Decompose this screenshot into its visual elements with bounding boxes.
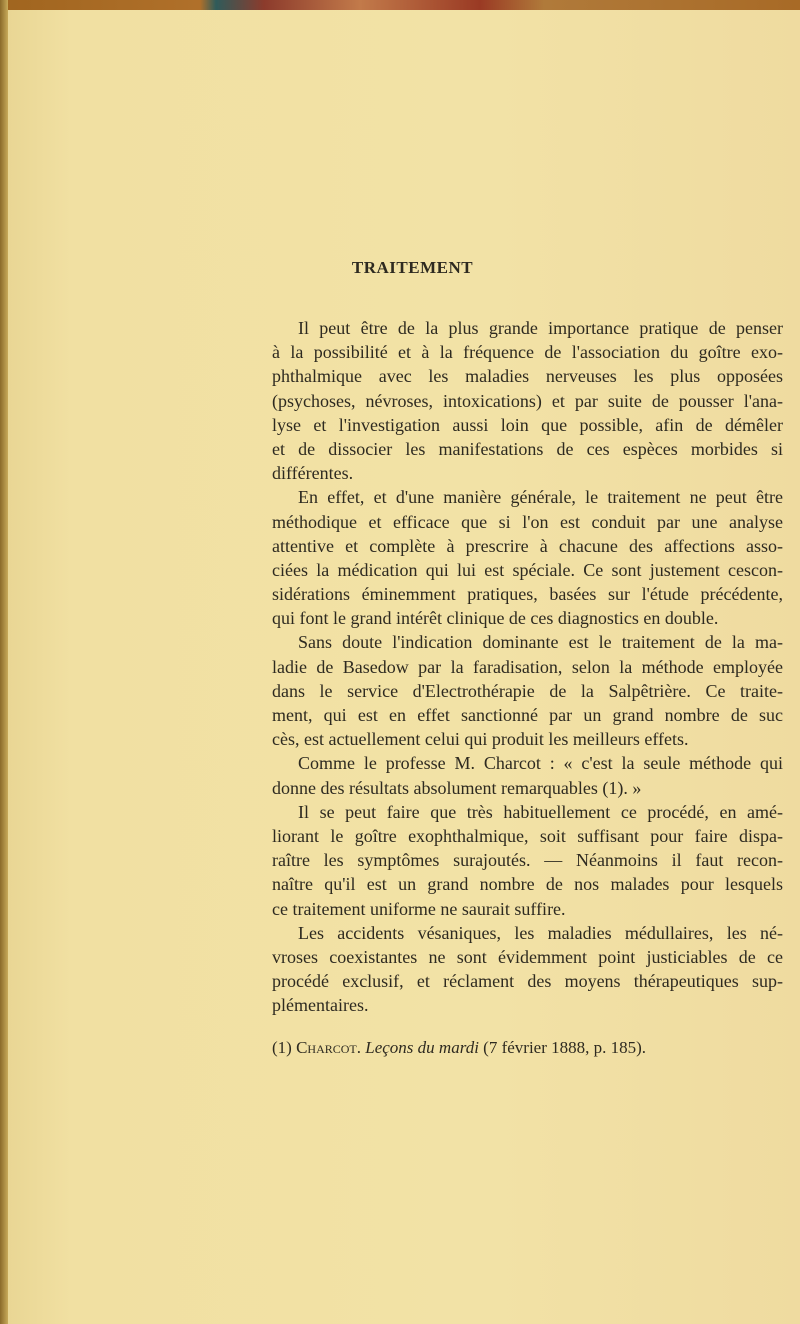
- text-line: méthodique et efficace que si l'on est conduit par une analyse: [272, 511, 783, 532]
- text-line: ce traitement uniforme ne saurait suffire.: [272, 898, 566, 919]
- text-line: En effet, et d'une manière générale, le traitement ne peut être: [298, 487, 783, 508]
- footnote-number: (1): [272, 1038, 292, 1057]
- text-line: et de dissocier les manifestations de ces espèces morbides si: [272, 438, 783, 459]
- footnote-reference: (7 février 1888, p. 185).: [483, 1038, 647, 1057]
- section-heading: TRAITEMENT: [351, 258, 474, 277]
- text-line: à la possibilité et à la fréquence de l'association du goître exo-: [272, 342, 783, 363]
- text-line: Il se peut faire que très habituellement ce procédé, en amé-: [298, 801, 783, 822]
- text-line: sidérations éminemment pratiques, basées sur l'étude précédente,: [272, 584, 783, 605]
- page-binding-edge: [0, 0, 8, 1324]
- text-line: donne des résultats absolument remarquables (1). »: [272, 777, 642, 798]
- body-text: [272, 316, 783, 1017]
- text-line: (psychoses, névroses, intoxications) et par suite de pousser l'ana-: [272, 390, 783, 411]
- text-line: cès, est actuellement celui qui produit les meilleurs effets.: [272, 729, 689, 750]
- text-line: naître qu'il est un grand nombre de nos malades pour lesquels: [272, 874, 783, 895]
- book-cover-edge: [0, 0, 800, 10]
- text-line: différentes.: [272, 463, 354, 484]
- text-line: procédé exclusif, et réclament des moyens thérapeutiques sup-: [272, 971, 783, 992]
- text-line: plémentaires.: [272, 995, 369, 1016]
- text-line: attentive et complète à prescrire à chacune des affections asso-: [272, 535, 783, 556]
- footnote-title: Leçons du mardi: [365, 1038, 479, 1057]
- text-line: ment, qui est en effet sanctionné par un grand nombre de suc: [272, 705, 783, 725]
- text-line: dans le service d'Electrothérapie de la Salpêtrière. Ce traite-: [272, 680, 783, 701]
- text-line: Comme le professe M. Charcot : « c'est la seule méthode qui: [298, 753, 783, 774]
- text-line: liorant le goître exophthalmique, soit suffisant pour faire dispa-: [272, 825, 783, 846]
- text-line: phthalmique avec les maladies nerveuses les plus opposées: [272, 366, 783, 387]
- footnote-author: Charcot.: [296, 1038, 362, 1057]
- text-line: Les accidents vésaniques, les maladies médullaires, les né-: [298, 922, 783, 943]
- text-line: Il peut être de la plus grande importance pratique de penser: [298, 318, 783, 338]
- text-line: ladie de Basedow par la faradisation, selon la méthode employée: [272, 656, 783, 677]
- text-line: Sans doute l'indication dominante est le traitement de la ma-: [298, 632, 783, 653]
- text-line: lyse et l'investigation aussi loin que possible, afin de démêler: [272, 414, 783, 435]
- text-line: raître les symptômes surajoutés. — Néanmoins il faut recon-: [272, 850, 783, 871]
- text-line: qui font le grand intérêt clinique de ces diagnostics en double.: [272, 608, 719, 629]
- footnote: [272, 1037, 792, 1059]
- text-line: vroses coexistantes ne sont évidemment point justiciables de ce: [272, 946, 783, 967]
- text-line: ciées la médication qui lui est spéciale. Ce sont justement cescon-: [272, 559, 783, 580]
